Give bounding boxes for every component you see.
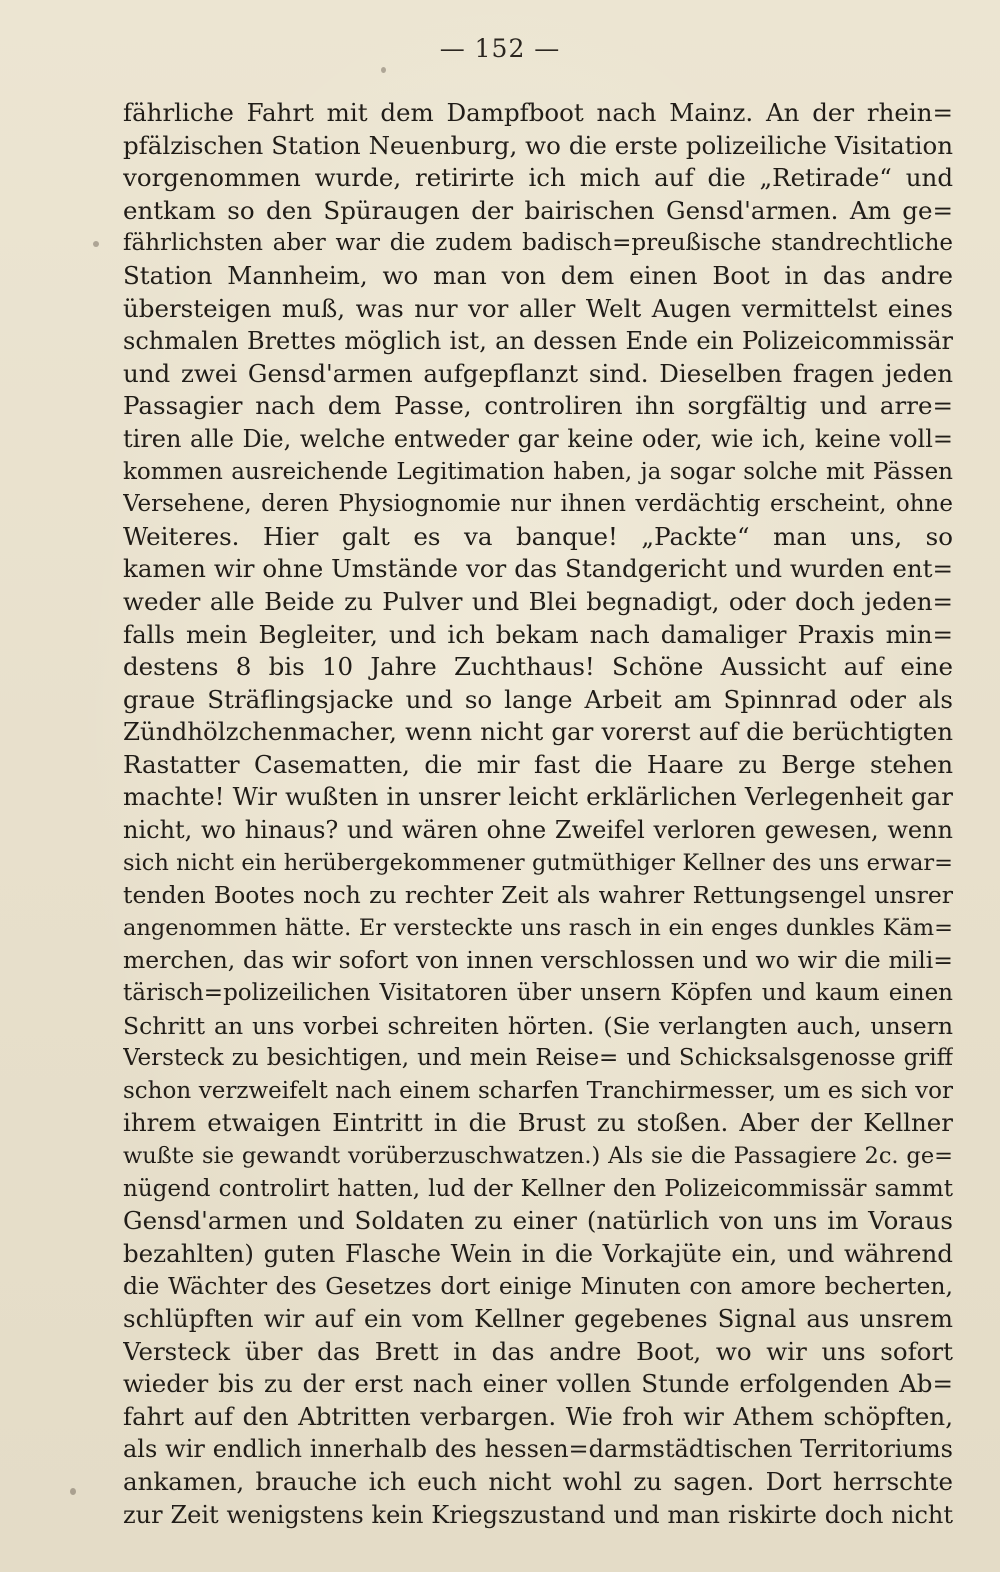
print-speck bbox=[381, 67, 386, 73]
text-line: pfälzischen Station Neuenburg, wo die erste polizeiliche Visitation bbox=[123, 130, 953, 160]
text-line: destens 8 bis 10 Jahre Zuchthaus! Schöne Aussicht auf eine bbox=[123, 652, 953, 682]
text-line: ankamen, brauche ich euch nicht wohl zu sagen. Dort herrschte bbox=[123, 1466, 953, 1496]
text-line: Versteck über das Brett in das andre Boot, wo wir uns sofort bbox=[123, 1336, 953, 1366]
text-line: Passagier nach dem Passe, controliren ihn sorgfältig und arre= bbox=[123, 391, 953, 421]
text-line: weder alle Beide zu Pulver und Blei begnadigt, oder doch jeden= bbox=[123, 586, 953, 616]
text-line: nügend controlirt hatten, lud der Kellner den Polizeicommissär sammt bbox=[123, 1175, 953, 1202]
text-line: fährliche Fahrt mit dem Dampfboot nach Mainz. An der rhein= bbox=[123, 98, 953, 127]
print-speck bbox=[93, 241, 99, 247]
text-line: Gensd'armen und Soldaten zu einer (natürlich von uns im Voraus bbox=[123, 1206, 953, 1236]
text-line: übersteigen muß, was nur vor aller Welt Augen vermittelst eines bbox=[123, 293, 953, 323]
body-text bbox=[123, 97, 953, 1531]
text-line: wußte sie gewandt vorüberzuschwatzen.) Als sie die Passagiere 2c. ge= bbox=[123, 1143, 953, 1169]
text-line: schon verzweifelt nach einem scharfen Tranchirmesser, um es sich vor bbox=[123, 1077, 953, 1104]
text-line: entkam so den Spüraugen der bairischen Gensd'armen. Am ge= bbox=[123, 195, 953, 225]
text-line: nicht, wo hinaus? und wären ohne Zweifel verloren gewesen, wenn bbox=[123, 816, 953, 845]
text-line: ihrem etwaigen Eintritt in die Brust zu stoßen. Aber der Kellner bbox=[123, 1108, 953, 1138]
text-line: fährlichsten aber war die zudem badisch=preußische standrechtliche bbox=[123, 230, 953, 257]
text-line: falls mein Begleiter, und ich bekam nach damaliger Praxis min= bbox=[123, 619, 953, 649]
text-line: Schritt an uns vorbei schreiten hörten. (Sie verlangten auch, unsern bbox=[123, 1011, 953, 1040]
text-line: Versehene, deren Physiognomie nur ihnen verdächtig erscheint, ohne bbox=[123, 491, 953, 518]
text-line: fahrt auf den Abtritten verbargen. Wie froh wir Athem schöpften, bbox=[123, 1401, 953, 1431]
text-line: bezahlten) guten Flasche Wein in die Vorkajüte ein, und während bbox=[123, 1238, 953, 1268]
text-line: Versteck zu besichtigen, und mein Reise= und Schicksalsgenosse griff bbox=[123, 1045, 953, 1072]
text-line: tenden Bootes noch zu rechter Zeit als wahrer Rettungsengel unsrer bbox=[123, 881, 953, 910]
text-line: zur Zeit wenigstens kein Kriegszustand und man riskirte doch nicht bbox=[123, 1500, 953, 1529]
text-line: Rastatter Casematten, die mir fast die Haare zu Berge stehen bbox=[123, 749, 953, 779]
text-line: kommen ausreichende Legitimation haben, ja sogar solche mit Pässen bbox=[123, 458, 953, 485]
text-line: angenommen hätte. Er versteckte uns rasch in ein enges dunkles Käm= bbox=[123, 914, 953, 941]
text-line: vorgenommen wurde, retirirte ich mich auf die „Retirade“ und bbox=[123, 163, 953, 193]
text-line: Weiteres. Hier galt es va banque! „Packte“ man uns, so bbox=[123, 521, 953, 551]
text-line: schmalen Brettes möglich ist, an dessen Ende ein Polizeicommissär bbox=[123, 327, 953, 356]
text-line: Zündhölzchenmacher, wenn nicht gar vorerst auf die berüchtigten bbox=[123, 717, 953, 747]
text-line: die Wächter des Gesetzes dort einige Minuten con amore becherten, bbox=[123, 1272, 953, 1301]
text-line: graue Sträflingsjacke und so lange Arbeit am Spinnrad oder als bbox=[123, 684, 953, 714]
text-line: Station Mannheim, wo man von dem einen Boot in das andre bbox=[123, 260, 953, 290]
text-line: als wir endlich innerhalb des hessen=darmstädtischen Territoriums bbox=[123, 1435, 953, 1464]
text-line: sich nicht ein herübergekommener gutmüthiger Kellner des uns erwar= bbox=[123, 849, 953, 876]
print-speck bbox=[70, 1488, 76, 1495]
text-line: machte! Wir wußten in unsrer leicht erklärlichen Verlegenheit gar bbox=[123, 782, 953, 812]
text-line: merchen, das wir sofort von innen verschlossen und wo wir die mili= bbox=[123, 946, 953, 975]
page-number: — 152 — bbox=[439, 34, 561, 63]
text-line: tärisch=polizeilichen Visitatoren über unsern Köpfen und kaum einen bbox=[123, 980, 953, 1007]
text-line: und zwei Gensd'armen aufgepflanzt sind. Dieselben fragen jeden bbox=[123, 358, 953, 388]
text-line: schlüpften wir auf ein vom Kellner gegebenes Signal aus unsrem bbox=[123, 1303, 953, 1333]
text-line: tiren alle Die, welche entweder gar keine oder, wie ich, keine voll= bbox=[123, 424, 953, 453]
text-line: wieder bis zu der erst nach einer vollen Stunde erfolgenden Ab= bbox=[123, 1369, 953, 1399]
text-line: kamen wir ohne Umstände vor das Standgericht und wurden ent= bbox=[123, 554, 953, 584]
